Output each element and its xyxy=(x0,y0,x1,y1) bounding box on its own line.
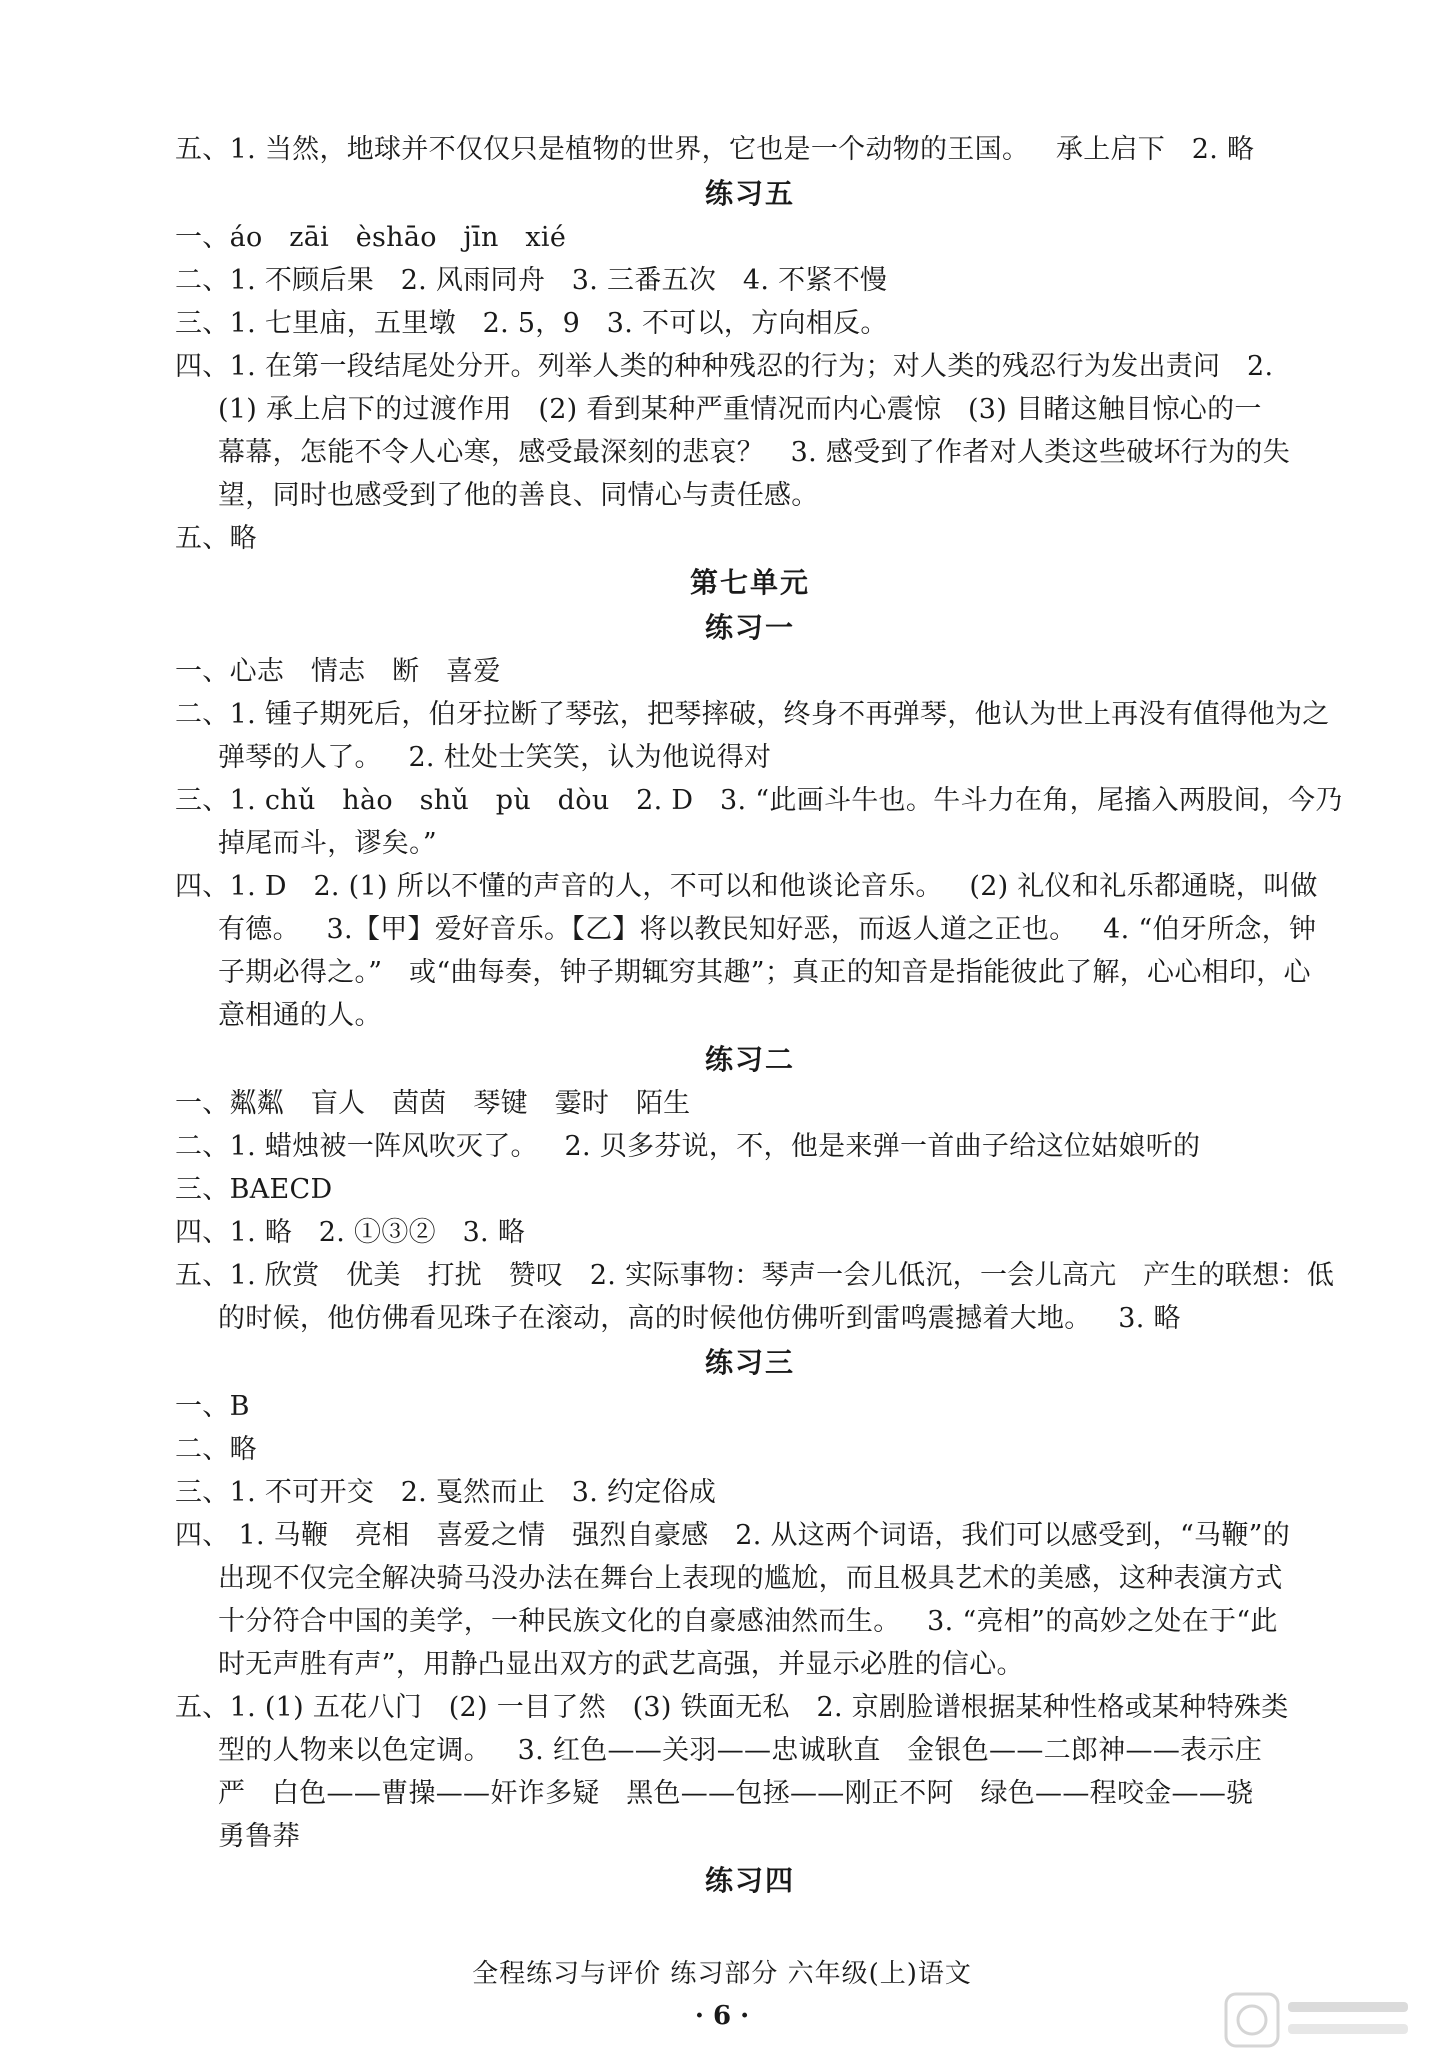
answer-line-continued: 严 白色——曹操——奸诈多疑 黑色——包拯——刚正不阿 绿色——程咬金——骁 xyxy=(218,1778,1254,1809)
answer-line-continued: 勇鲁莽 xyxy=(218,1821,300,1852)
answer-line-continued: 有德。 3.【甲】爱好音乐。【乙】将以教民知好恶，而返人道之正也。 4. “伯牙所念，钟 xyxy=(218,914,1317,945)
section-heading: 练习一 xyxy=(704,611,795,644)
answer-line: 三、1. chǔ hào shǔ pù dòu 2. D 3. “此画斗牛也。牛斗力在角，尾搐入两股间，今乃 xyxy=(175,785,1343,816)
answer-line-continued: 弹琴的人了。 2. 杜处士笑笑，认为他说得对 xyxy=(218,742,772,773)
answer-line-continued: 时无声胜有声”，用静凸显出双方的武艺高强，并显示必胜的信心。 xyxy=(218,1649,1024,1680)
page-number: · 6 · xyxy=(694,2001,750,2031)
answer-line-continued: 十分符合中国的美学，一种民族文化的自豪感油然而生。 3. “亮相”的高妙之处在于“此 xyxy=(218,1606,1278,1637)
answer-line: 一、áo zāi èshāo jīn xié xyxy=(175,222,567,253)
answer-line: 三、1. 七里庙，五里墩 2. 5，9 3. 不可以，方向相反。 xyxy=(175,308,888,339)
section-heading: 练习三 xyxy=(704,1346,795,1379)
answer-line: 五、1. (1) 五花八门 (2) 一目了然 (3) 铁面无私 2. 京剧脸谱根据某种性格或某种特殊类 xyxy=(175,1692,1289,1723)
answer-line: 二、1. 不顾后果 2. 风雨同舟 3. 三番五次 4. 不紧不慢 xyxy=(175,265,888,296)
answer-line: 一、B xyxy=(175,1391,250,1422)
answer-content xyxy=(175,128,1343,1903)
section-heading: 练习四 xyxy=(704,1864,795,1897)
answer-line-continued: 的时候，他仿佛看见珠子在滚动，高的时候他仿佛听到雷鸣震撼着大地。 3. 略 xyxy=(218,1303,1181,1334)
answer-line-continued: 幕幕，怎能不令人心寒，感受最深刻的悲哀？ 3. 感受到了作者对人类这些破坏行为的失 xyxy=(218,437,1290,468)
answer-line: 四、 1. 马鞭 亮相 喜爱之情 强烈自豪感 2. 从这两个词语，我们可以感受到，“马鞭”的 xyxy=(175,1520,1291,1551)
answer-line: 五、1. 当然，地球并不仅仅只是植物的世界，它也是一个动物的王国。 承上启下 2. 略 xyxy=(175,134,1255,165)
answer-line: 三、1. 不可开交 2. 戛然而止 3. 约定俗成 xyxy=(175,1477,717,1508)
answer-line: 三、BAECD xyxy=(175,1174,333,1205)
answer-line: 一、粼粼 盲人 茵茵 琴键 霎时 陌生 xyxy=(175,1088,691,1119)
page-footer-title: 全程练习与评价 练习部分 六年级(上)语文 xyxy=(472,1959,972,1989)
section-heading: 第七单元 xyxy=(689,566,810,599)
watermark-logo-icon xyxy=(1222,1988,1422,2052)
answer-line: 一、心志 情志 断 喜爱 xyxy=(175,656,501,687)
answer-line-continued: 子期必得之。” 或“曲每奏，钟子期辄穷其趣”；真正的知音是指能彼此了解，心心相印，心 xyxy=(218,957,1311,988)
answer-line: 五、略 xyxy=(175,523,257,554)
answer-line-continued: 掉尾而斗，谬矣。” xyxy=(218,828,438,859)
answer-line: 二、1. 锺子期死后，伯牙拉断了琴弦，把琴摔破，终身不再弹琴，他认为世上再没有值得他为之 xyxy=(175,699,1330,730)
answer-line-continued: 出现不仅完全解决骑马没办法在舞台上表现的尴尬，而且极具艺术的美感，这种表演方式 xyxy=(218,1563,1283,1594)
answer-line: 四、1. 在第一段结尾处分开。列举人类的种种残忍的行为；对人类的残忍行为发出责问 2. xyxy=(175,351,1274,382)
answer-line-continued: 望，同时也感受到了他的善良、同情心与责任感。 xyxy=(218,480,819,511)
answer-line: 二、1. 蜡烛被一阵风吹灭了。 2. 贝多芬说，不，他是来弹一首曲子给这位姑娘听的 xyxy=(175,1131,1201,1162)
answer-line: 四、1. D 2. (1) 所以不懂的声音的人，不可以和他谈论音乐。 (2) 礼仪和礼乐都通晓，叫做 xyxy=(175,871,1318,902)
answer-line-continued: 意相通的人。 xyxy=(218,1000,382,1031)
answer-line-continued: (1) 承上启下的过渡作用 (2) 看到某种严重情况而内心震惊 (3) 目睹这触目惊心的一 xyxy=(218,394,1262,425)
answer-line-continued: 型的人物来以色定调。 3. 红色——关羽——忠诚耿直 金银色——二郎神——表示庄 xyxy=(218,1735,1263,1766)
section-heading: 练习五 xyxy=(704,177,795,210)
answer-line: 五、1. 欣赏 优美 打扰 赞叹 2. 实际事物：琴声一会儿低沉，一会儿高亢 产生的联想：低 xyxy=(175,1260,1335,1291)
answer-line: 四、1. 略 2. ①③② 3. 略 xyxy=(175,1217,526,1248)
section-heading: 练习二 xyxy=(704,1043,795,1076)
answer-line: 二、略 xyxy=(175,1434,257,1465)
